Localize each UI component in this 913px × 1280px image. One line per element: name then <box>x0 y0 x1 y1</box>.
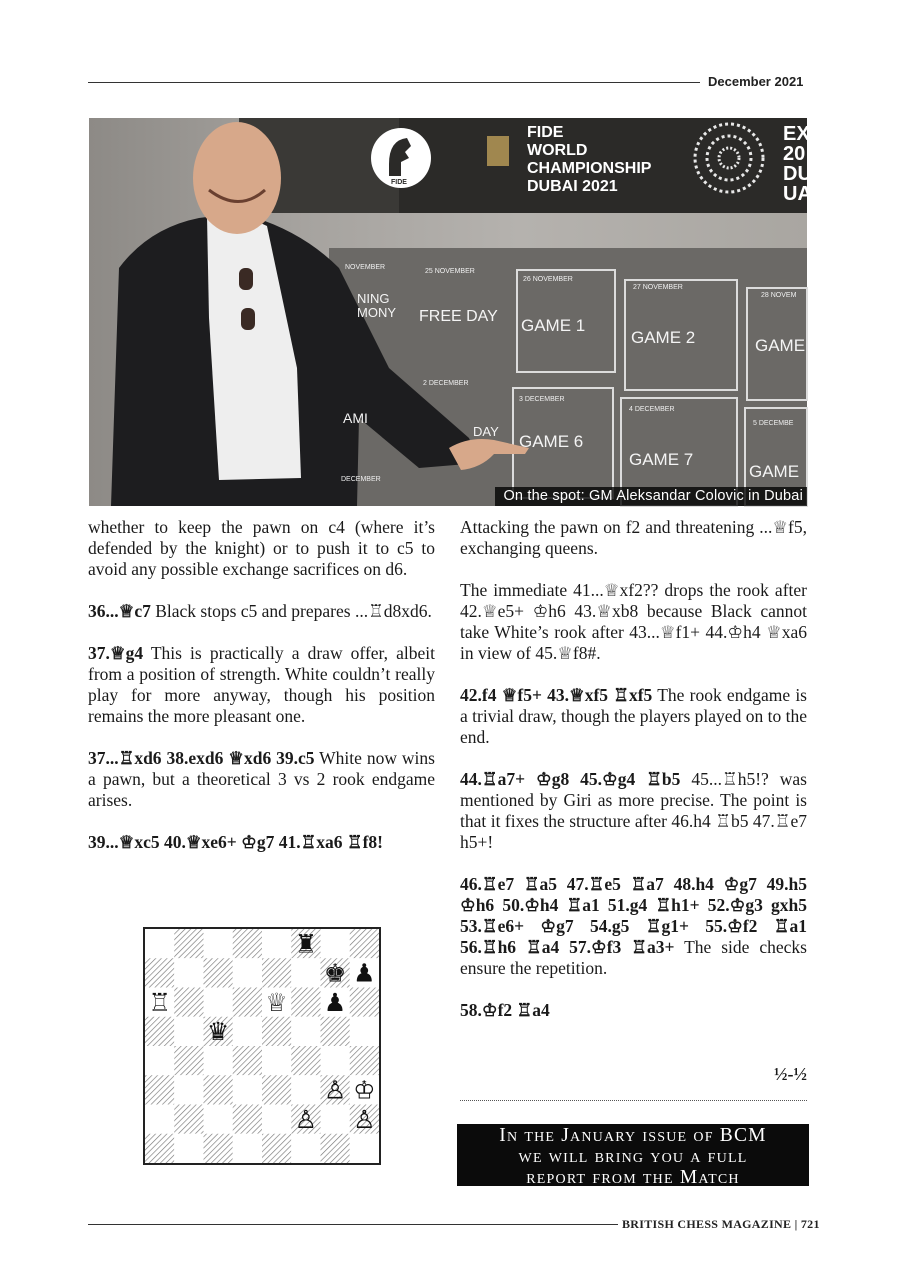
light-square <box>204 1105 233 1134</box>
commentary: White now wins a pawn, but a theoretical 3 vs 2 rook endgame arises. <box>88 748 435 810</box>
schedule-date: 28 NOVEM <box>761 292 797 299</box>
light-square <box>291 1134 320 1163</box>
dark-square <box>350 1046 379 1075</box>
dark-square <box>262 1075 291 1104</box>
chess-piece: ♛ <box>206 1017 230 1047</box>
dotted-divider <box>460 1100 807 1101</box>
chess-piece: ♙ <box>323 1075 347 1105</box>
dark-square <box>291 1046 320 1075</box>
move-notation: 42.f4 ♕f5+ 43.♕xf5 ♖xf5 <box>460 685 653 705</box>
chess-piece: ♙ <box>294 1104 318 1134</box>
schedule-label: AMI <box>343 410 368 426</box>
chess-piece: ♟ <box>323 987 347 1017</box>
dark-square <box>233 1105 262 1134</box>
schedule-date: 2 DECEMBER <box>423 380 469 387</box>
light-square <box>233 958 262 987</box>
dark-square <box>291 988 320 1017</box>
light-square <box>262 1046 291 1075</box>
light-square <box>321 1105 350 1134</box>
move-notation: 39...♕xc5 40.♕xe6+ ♔g7 41.♖xa6 ♖f8! <box>88 832 383 852</box>
chess-piece: ♙ <box>353 1104 376 1134</box>
fide-logo-text: FIDE <box>391 179 407 186</box>
promo-line: In the January issue of BCM <box>499 1125 767 1146</box>
schedule-date: NOVEMBER <box>345 264 386 271</box>
dark-square <box>204 1134 233 1163</box>
left-column <box>88 517 435 874</box>
schedule-label: GAME 6 <box>519 432 584 451</box>
light-square <box>145 1046 174 1075</box>
light-square <box>321 1046 350 1075</box>
light-square <box>291 958 320 987</box>
dark-square <box>204 1075 233 1104</box>
event-photo <box>89 118 812 506</box>
paragraph <box>460 769 807 853</box>
chessboard <box>145 929 379 1163</box>
paragraph: The immediate 41...♕xf2?? drops the rook after 42.♕e5+ ♔h6 43.♕xb8 because Black cannot take White’s rook after 43...♕f1+ 44.♔h4 ♕xa6 in view of 45.♕f8#. <box>460 580 807 663</box>
dark-square <box>145 1017 174 1046</box>
dark-square <box>262 1017 291 1046</box>
schedule-label: GAME 1 <box>521 316 586 335</box>
footer-rule <box>88 1224 618 1225</box>
commentary: 45...♖h5!? was mentioned by Giri as more precise. The point is that it fixes the structure after 46.h4 ♖b5 47.♖e7 h5+! <box>460 769 807 852</box>
chess-piece: ♖ <box>148 987 171 1017</box>
light-square <box>350 1134 379 1163</box>
light-square <box>204 1046 233 1075</box>
dark-square <box>174 1046 203 1075</box>
light-square <box>262 929 291 958</box>
light-square <box>174 1134 203 1163</box>
commentary: The side checks ensure the repetition. <box>460 937 807 978</box>
banner-title: FIDE WORLD CHAMPIONSHIP DUBAI 2021 <box>527 124 652 195</box>
schedule-label: GAME 2 <box>631 328 696 347</box>
dark-square <box>204 958 233 987</box>
light-square <box>291 1017 320 1046</box>
schedule-date: 5 DECEMBE <box>753 420 794 427</box>
schedule-label: GAME 7 <box>629 450 694 469</box>
schedule-label: FREE DAY <box>419 308 498 325</box>
photo-caption: On the spot: GM Aleksandar Colovic in Dubai <box>495 487 807 506</box>
dark-square <box>174 988 203 1017</box>
schedule-date: 3 DECEMBER <box>519 396 565 403</box>
chess-piece: ♚ <box>323 958 347 988</box>
light-square <box>204 988 233 1017</box>
schedule-label: GAME <box>755 336 806 355</box>
light-square <box>233 1134 262 1163</box>
dark-square <box>262 1134 291 1163</box>
schedule-date: DECEMBER <box>341 476 381 483</box>
issue-date: December 2021 <box>708 74 804 89</box>
move-notation: 37.♕g4 <box>88 643 144 663</box>
light-square <box>262 1105 291 1134</box>
commentary: The rook endgame is a trivial draw, though the players played on to the end. <box>460 685 807 747</box>
light-square <box>145 929 174 958</box>
footer-folio: BRITISH CHESS MAGAZINE | 721 <box>622 1217 820 1231</box>
dark-square <box>350 929 379 958</box>
promo-line: we will bring you a full <box>518 1146 748 1167</box>
promo-box <box>457 1124 809 1186</box>
schedule-date: 25 NOVEMBER <box>425 268 475 275</box>
dark-square <box>262 958 291 987</box>
dark-square <box>174 1105 203 1134</box>
paragraph <box>88 748 435 811</box>
right-column <box>460 517 807 1042</box>
header-rule <box>88 82 700 83</box>
dark-square <box>321 1134 350 1163</box>
light-square <box>233 1017 262 1046</box>
move-notation: 46.♖e7 ♖a5 47.♖e5 ♖a7 48.h4 ♔g7 49.h5 ♔h6 50.♔h4 ♖a1 51.g4 ♖h1+ 52.♔g3 gxh5 53.♖e6+ ♔g7 54.g5 ♖g1+ 55.♔f2 ♖a1 56.♖h6 ♖a4 57.♔f3 ♖a3+ <box>460 874 807 957</box>
light-square <box>145 1105 174 1134</box>
expo-text: EX 20 DU UA <box>783 123 812 205</box>
chess-piece: ♕ <box>265 987 288 1017</box>
schedule-label: DAY <box>473 424 499 439</box>
dark-square <box>233 988 262 1017</box>
light-square <box>174 1075 203 1104</box>
paragraph: Attacking the pawn on f2 and threatening ...♕f5, exchanging queens. <box>460 517 807 558</box>
move-notation: 44.♖a7+ ♔g8 45.♔g4 ♖b5 <box>460 769 681 789</box>
dark-square <box>233 929 262 958</box>
chess-piece: ♟ <box>353 958 376 988</box>
light-square <box>350 1017 379 1046</box>
commentary: This is practically a draw offer, albeit from a position of strength. White couldn’t really play for more anyway, though his position remains the more pleasant one. <box>88 643 435 726</box>
dark-square <box>145 958 174 987</box>
chess-piece: ♔ <box>353 1075 376 1105</box>
light-square <box>174 1017 203 1046</box>
schedule-label: GAME <box>749 462 800 481</box>
chess-piece: ♜ <box>294 929 318 959</box>
schedule-date: 4 DECEMBER <box>629 406 675 413</box>
commentary: Black stops c5 and prepares ...♖d8xd6. <box>150 601 432 621</box>
game-result: ½-½ <box>774 1064 807 1084</box>
light-square <box>204 929 233 958</box>
dark-square <box>233 1046 262 1075</box>
schedule-label: NING MONY <box>357 291 396 320</box>
schedule-date: 27 NOVEMBER <box>633 284 683 291</box>
dark-square <box>145 1075 174 1104</box>
light-square <box>233 1075 262 1104</box>
light-square <box>174 958 203 987</box>
paragraph <box>460 874 807 979</box>
dark-square <box>145 1134 174 1163</box>
paragraph: whether to keep the pawn on c4 (where it’s defended by the knight) or to push it to c5 to avoid any possible exchange sacrifices on d6. <box>88 517 435 579</box>
move-notation: 37...♖xd6 38.exd6 ♕xd6 39.c5 <box>88 748 315 768</box>
promo-line: report from the Match <box>526 1167 740 1188</box>
chess-diagram <box>143 927 381 1165</box>
dark-square <box>174 929 203 958</box>
dark-square <box>350 988 379 1017</box>
schedule-date: 26 NOVEMBER <box>523 276 573 283</box>
light-square <box>291 1075 320 1104</box>
move-notation: 36...♕c7 <box>88 601 151 621</box>
move-notation: 58.♔f2 ♖a4 <box>460 1000 550 1020</box>
dark-square <box>321 1017 350 1046</box>
paragraph <box>88 601 435 622</box>
paragraph <box>88 643 435 727</box>
paragraph <box>88 832 435 853</box>
paragraph <box>460 1000 807 1021</box>
paragraph <box>460 685 807 748</box>
light-square <box>321 929 350 958</box>
